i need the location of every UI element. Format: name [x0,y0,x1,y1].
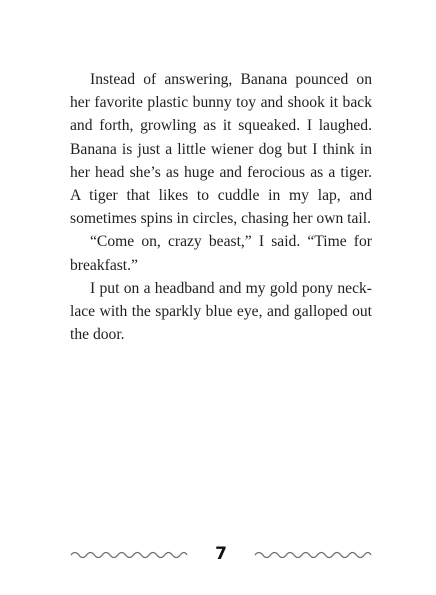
page-number: 7 [215,544,227,564]
paragraph-1: Instead of answering, Banana pounced on her favorite plastic bunny toy and shook it back and forth, growling as it squeaked. I laughed. Banana is just a little wiener dog but I think in her head she’s as huge and ferocious as a tiger. A tiger that likes to cuddle in my lap, and sometimes spins in circles, chasing her own tail. [70,71,372,228]
page-footer [70,540,372,570]
body-text [70,68,372,346]
wave-ornament-right-icon [254,549,372,561]
paragraph-3: I put on a headband and my gold pony neck-lace with the sparkly blue eye, and galloped out the door. [70,279,372,344]
wave-ornament-left-icon [70,549,188,561]
paragraph-2: “Come on, crazy beast,” I said. “Time for breakfast.” [70,233,372,274]
